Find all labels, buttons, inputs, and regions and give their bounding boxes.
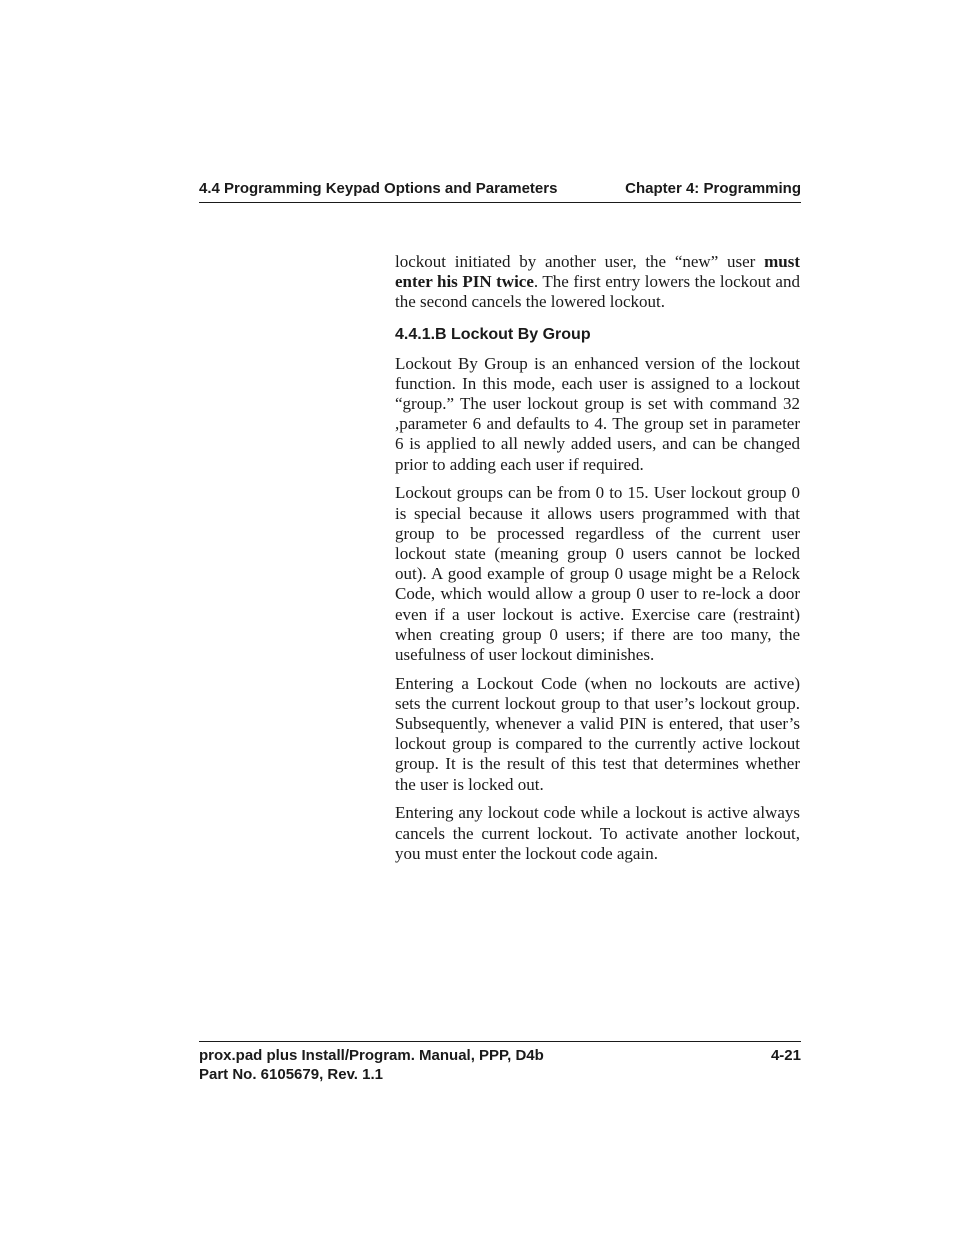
paragraph-1-emphasis: must enter his PIN twice <box>395 252 800 292</box>
footer-manual-title: prox.pad plus Install/Program. Manual, PPP, D4b <box>199 1047 544 1064</box>
page-footer <box>199 1041 801 1084</box>
paragraph-cancel-lockout: Entering any lockout code while a lockout is active always cancels the current lockout. To activate another lockout, you must enter the lockout code again. <box>395 803 800 863</box>
header-section-title: 4.4 Programming Keypad Options and Parameters <box>199 180 558 197</box>
body-text-column <box>395 252 800 872</box>
footer-part-number: Part No. 6105679, Rev. 1.1 <box>199 1066 383 1083</box>
paragraph-lockout-continuation <box>395 252 800 313</box>
paragraph-1-text-end: . The first entry lowers the lockout and the second cancels the lowered lockout. <box>395 272 800 312</box>
page-number: 4-21 <box>770 1047 801 1064</box>
section-heading-lockout-by-group: 4.4.1.B Lockout By Group <box>395 325 591 343</box>
paragraph-1-text-start: lockout initiated by another user, the “new” user <box>395 252 765 271</box>
header-chapter-title: Chapter 4: Programming <box>625 180 801 197</box>
running-header <box>199 180 801 203</box>
paragraph-lockout-groups-range: Lockout groups can be from 0 to 15. User lockout group 0 is special because it allows users programmed with that group to be processed regardless of the current user lockout state (meaning group 0 users cannot be locked out). A good example of group 0 usage might be a Relock Code, which would allow a group 0 user to re-lock a door even if a user lockout is active. Exercise care (restraint) when creating group 0 users; if there are too many, the usefulness of user lockout diminishes. <box>395 483 800 664</box>
paragraph-lockout-by-group-intro: Lockout By Group is an enhanced version of the lockout function. In this mode, each user is assigned to a lockout “group.” The user lockout group is set with command 32 ,parameter 6 and defaults to 4. The group set in parameter 6 is applied to all newly added users, and can be changed prior to adding each user if required. <box>395 353 800 474</box>
paragraph-entering-lockout-code: Entering a Lockout Code (when no lockouts are active) sets the current lockout group to that user’s lockout group. Subsequently, whenever a valid PIN is entered, that user’s lockout group is compared to the currently active lockout group. It is the result of this test that determines whether the user is locked out. <box>395 673 800 794</box>
